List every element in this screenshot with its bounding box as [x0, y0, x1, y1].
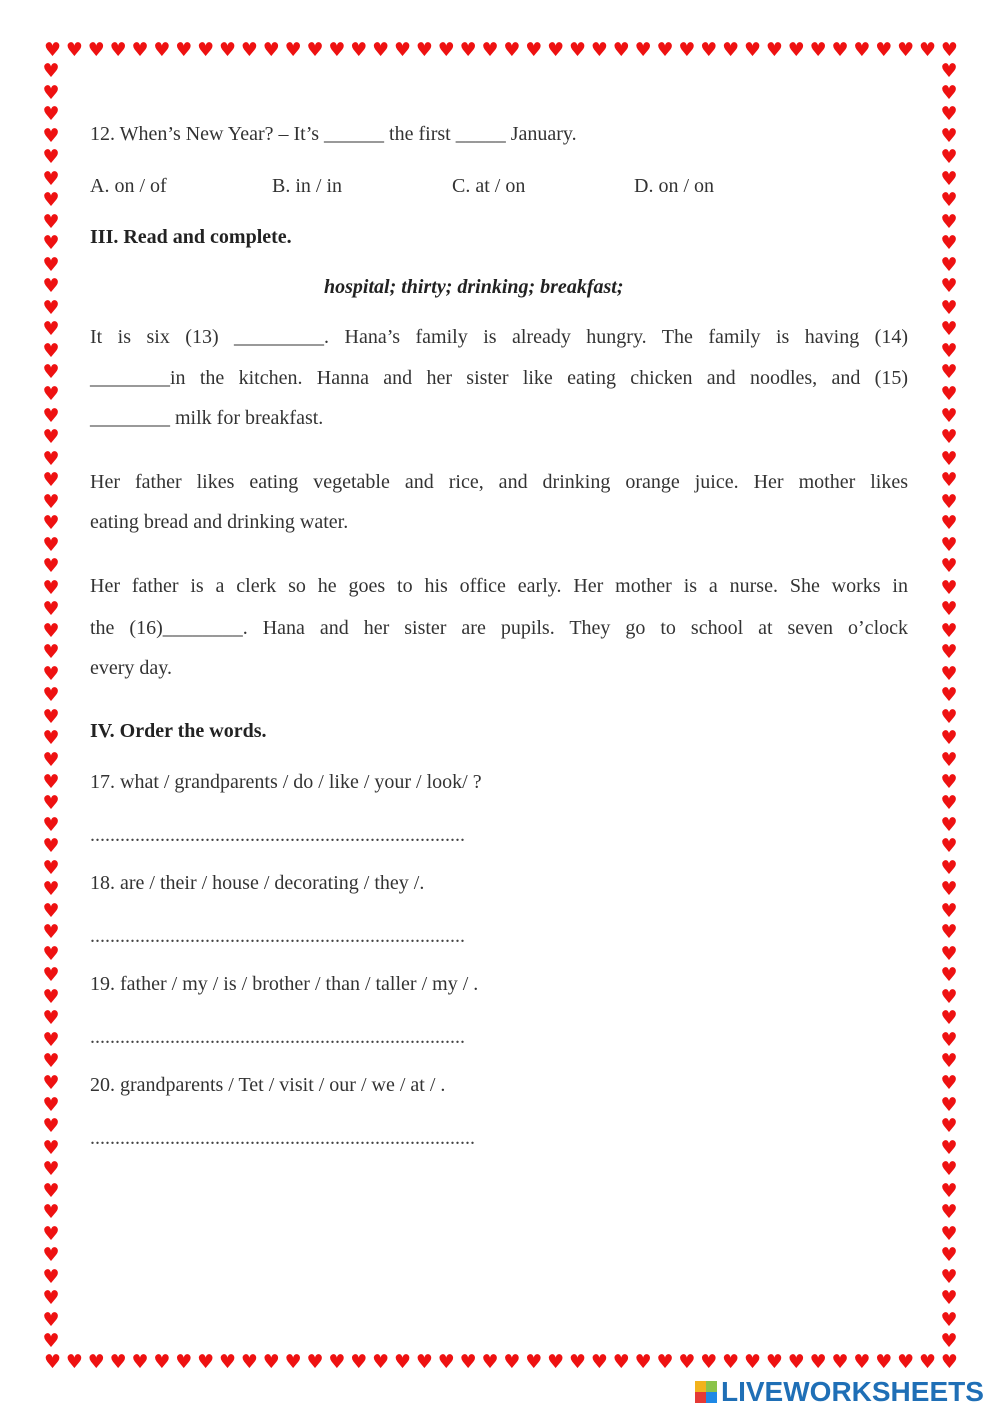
heart-icon: ♥: [940, 1308, 958, 1331]
heart-icon: ♥: [940, 749, 958, 771]
heart-icon: ♥: [42, 404, 60, 427]
liveworksheets-logo[interactable]: [695, 1377, 984, 1407]
heart-icon: ♥: [437, 38, 455, 61]
heart-icon: ♥: [153, 1350, 171, 1373]
heart-icon: ♥: [42, 684, 60, 707]
heart-icon: ♥: [940, 296, 958, 319]
heart-icon: ♥: [42, 555, 60, 578]
heart-icon: ♥: [42, 318, 60, 341]
answer-line-19[interactable]: ...........................................................................: [90, 1026, 465, 1048]
heart-icon: ♥: [940, 533, 958, 556]
heart-icon: ♥: [42, 985, 60, 1008]
heart-icon: ♥: [875, 1350, 893, 1373]
heart-icon: ♥: [503, 1350, 521, 1373]
heart-icon: ♥: [42, 641, 60, 664]
heart-icon: ♥: [940, 404, 958, 427]
heart-icon: ♥: [42, 598, 60, 621]
heart-icon: ♥: [42, 662, 60, 685]
heart-icon: ♥: [42, 103, 60, 126]
heart-icon: ♥: [940, 705, 958, 728]
option-c: C. at / on: [452, 175, 526, 197]
heart-icon: ♥: [919, 1350, 937, 1373]
heart-icon: ♥: [109, 38, 127, 61]
heart-icon: ♥: [42, 1201, 60, 1224]
heart-icon: ♥: [328, 38, 346, 61]
option-b: B. in / in: [272, 175, 343, 197]
heart-icon: ♥: [197, 1350, 215, 1373]
heart-icon: ♥: [42, 1093, 60, 1116]
heart-border-left: [41, 62, 61, 1352]
heart-icon: ♥: [42, 942, 60, 965]
heart-icon: ♥: [42, 1071, 60, 1094]
heart-icon: ♥: [44, 38, 62, 61]
heart-icon: ♥: [42, 964, 60, 987]
heart-icon: ♥: [940, 167, 958, 190]
heart-icon: ♥: [42, 1222, 60, 1245]
paragraph-3-line-2: the (16)________. Hana and her sister are pupils. They go to school at seven o’clock: [90, 617, 908, 639]
paragraph-3-line-3: every day.: [90, 657, 172, 679]
heart-icon: ♥: [175, 38, 193, 61]
heart-icon: ♥: [940, 189, 958, 212]
heart-icon: ♥: [940, 619, 958, 642]
heart-icon: ♥: [42, 1158, 60, 1181]
heart-icon: ♥: [42, 533, 60, 556]
heart-icon: ♥: [940, 512, 958, 535]
heart-icon: ♥: [42, 576, 60, 599]
heart-icon: ♥: [831, 1350, 849, 1373]
heart-icon: ♥: [481, 38, 499, 61]
heart-icon: ♥: [42, 856, 60, 879]
heart-icon: ♥: [940, 770, 958, 793]
heart-icon: ♥: [415, 1350, 433, 1373]
heart-icon: ♥: [42, 705, 60, 728]
heart-icon: ♥: [940, 469, 958, 492]
heart-icon: ♥: [940, 1330, 958, 1353]
heart-icon: ♥: [547, 1350, 565, 1373]
heart-icon: ♥: [940, 813, 958, 836]
heart-icon: ♥: [415, 38, 433, 61]
heart-icon: ♥: [42, 1244, 60, 1267]
heart-icon: ♥: [787, 38, 805, 61]
heart-icon: ♥: [240, 1350, 258, 1373]
heart-icon: ♥: [42, 339, 60, 362]
question-20: 20. grandparents / Tet / visit / our / we / at / .: [90, 1074, 446, 1096]
question-17: 17. what / grandparents / do / like / your / look/ ?: [90, 771, 482, 793]
heart-icon: ♥: [547, 38, 565, 61]
heart-icon: ♥: [459, 1350, 477, 1373]
heart-icon: ♥: [940, 727, 958, 750]
heart-icon: ♥: [940, 124, 958, 147]
liveworksheets-logo-icon: [695, 1381, 717, 1403]
heart-icon: ♥: [940, 598, 958, 621]
heart-icon: ♥: [240, 38, 258, 61]
heart-icon: ♥: [722, 1350, 740, 1373]
heart-icon: ♥: [744, 1350, 762, 1373]
heart-icon: ♥: [42, 361, 60, 384]
heart-icon: ♥: [940, 1287, 958, 1310]
heart-icon: ♥: [372, 1350, 390, 1373]
heart-icon: ♥: [219, 38, 237, 61]
question-19: 19. father / my / is / brother / than / taller / my / .: [90, 973, 479, 995]
heart-icon: ♥: [284, 38, 302, 61]
heart-icon: ♥: [42, 447, 60, 470]
heart-icon: ♥: [940, 232, 958, 255]
paragraph-1-line-2: ________in the kitchen. Hanna and her sister like eating chicken and noodles, and (15): [90, 367, 908, 389]
heart-icon: ♥: [42, 1115, 60, 1138]
heart-icon: ♥: [42, 1050, 60, 1073]
heart-icon: ♥: [940, 964, 958, 987]
heart-icon: ♥: [940, 856, 958, 879]
heart-icon: ♥: [42, 1179, 60, 1202]
heart-icon: ♥: [65, 1350, 83, 1373]
question-12: 12. When’s New Year? – It’s ______ the first _____ January.: [90, 123, 577, 145]
heart-icon: ♥: [42, 1007, 60, 1030]
word-bank: hospital; thirty; drinking; breakfast;: [324, 276, 624, 298]
heart-icon: ♥: [940, 1050, 958, 1073]
heart-icon: ♥: [42, 792, 60, 815]
heart-icon: ♥: [940, 942, 958, 965]
heart-icon: ♥: [940, 1007, 958, 1030]
heart-icon: ♥: [634, 38, 652, 61]
heart-border-top: [44, 40, 958, 60]
heart-icon: ♥: [940, 792, 958, 815]
heart-icon: ♥: [87, 1350, 105, 1373]
heart-icon: ♥: [42, 813, 60, 836]
heart-icon: ♥: [590, 1350, 608, 1373]
heart-icon: ♥: [940, 899, 958, 922]
answer-line-17[interactable]: ...........................................................................: [90, 824, 465, 846]
heart-icon: ♥: [897, 1350, 915, 1373]
heart-icon: ♥: [42, 146, 60, 169]
heart-icon: ♥: [940, 985, 958, 1008]
heart-icon: ♥: [809, 38, 827, 61]
heart-icon: ♥: [853, 1350, 871, 1373]
heart-icon: ♥: [42, 232, 60, 255]
heart-icon: ♥: [940, 684, 958, 707]
heart-icon: ♥: [612, 38, 630, 61]
option-d: D. on / on: [634, 175, 714, 197]
paragraph-2-line-1: Her father likes eating vegetable and rice, and drinking orange juice. Her mother likes: [90, 471, 908, 493]
heart-icon: ♥: [42, 1287, 60, 1310]
heart-icon: ♥: [940, 555, 958, 578]
heart-icon: ♥: [940, 1265, 958, 1288]
heart-icon: ♥: [722, 38, 740, 61]
heart-icon: ♥: [940, 1244, 958, 1267]
heart-icon: ♥: [612, 1350, 630, 1373]
heart-icon: ♥: [350, 1350, 368, 1373]
heart-border-bottom: [44, 1352, 958, 1372]
heart-icon: ♥: [42, 426, 60, 449]
paragraph-1-line-1: It is six (13) _________. Hana’s family is already hungry. The family is having (14): [90, 326, 908, 348]
heart-icon: ♥: [42, 899, 60, 922]
heart-icon: ♥: [940, 1136, 958, 1159]
heart-icon: ♥: [525, 1350, 543, 1373]
heart-icon: ♥: [940, 835, 958, 858]
heart-icon: ♥: [219, 1350, 237, 1373]
heart-icon: ♥: [940, 60, 958, 82]
heart-icon: ♥: [875, 38, 893, 61]
heart-icon: ♥: [700, 38, 718, 61]
heart-icon: ♥: [328, 1350, 346, 1373]
heart-icon: ♥: [940, 426, 958, 449]
heart-icon: ♥: [940, 576, 958, 599]
heart-icon: ♥: [350, 38, 368, 61]
heart-icon: ♥: [42, 81, 60, 104]
paragraph-1-line-3: ________ milk for breakfast.: [90, 407, 324, 429]
heart-icon: ♥: [940, 318, 958, 341]
heart-icon: ♥: [42, 1136, 60, 1159]
heart-icon: ♥: [897, 38, 915, 61]
paragraph-2-line-2: eating bread and drinking water.: [90, 511, 349, 533]
heart-icon: ♥: [42, 1330, 60, 1353]
heart-icon: ♥: [940, 1350, 958, 1373]
heart-icon: ♥: [42, 490, 60, 513]
heart-icon: ♥: [940, 38, 958, 61]
heart-icon: ♥: [940, 1201, 958, 1224]
heart-icon: ♥: [940, 1071, 958, 1094]
heart-icon: ♥: [940, 641, 958, 664]
heart-icon: ♥: [131, 38, 149, 61]
heart-icon: ♥: [394, 1350, 412, 1373]
heart-icon: ♥: [569, 1350, 587, 1373]
heart-icon: ♥: [42, 253, 60, 276]
heart-icon: ♥: [940, 878, 958, 901]
heart-icon: ♥: [940, 1222, 958, 1245]
heart-icon: ♥: [940, 490, 958, 513]
heart-icon: ♥: [656, 1350, 674, 1373]
heart-icon: ♥: [284, 1350, 302, 1373]
heart-icon: ♥: [940, 361, 958, 384]
heart-icon: ♥: [306, 38, 324, 61]
heart-icon: ♥: [262, 38, 280, 61]
heart-icon: ♥: [459, 38, 477, 61]
heart-icon: ♥: [42, 275, 60, 298]
heart-icon: ♥: [940, 662, 958, 685]
heart-icon: ♥: [590, 38, 608, 61]
heart-icon: ♥: [42, 382, 60, 405]
heart-icon: ♥: [809, 1350, 827, 1373]
heart-icon: ♥: [44, 1350, 62, 1373]
heart-icon: ♥: [372, 38, 390, 61]
heart-icon: ♥: [678, 38, 696, 61]
heart-icon: ♥: [525, 38, 543, 61]
heart-icon: ♥: [940, 1028, 958, 1051]
heart-icon: ♥: [42, 921, 60, 944]
heart-icon: ♥: [919, 38, 937, 61]
section-4-heading: IV. Order the words.: [90, 720, 267, 742]
heart-icon: ♥: [503, 38, 521, 61]
heart-icon: ♥: [940, 1093, 958, 1116]
heart-icon: ♥: [940, 275, 958, 298]
heart-icon: ♥: [940, 146, 958, 169]
heart-icon: ♥: [940, 1115, 958, 1138]
heart-icon: ♥: [42, 512, 60, 535]
heart-icon: ♥: [42, 296, 60, 319]
heart-icon: ♥: [306, 1350, 324, 1373]
answer-line-20[interactable]: .............................................................................: [90, 1127, 475, 1149]
heart-icon: ♥: [42, 749, 60, 771]
heart-icon: ♥: [787, 1350, 805, 1373]
heart-icon: ♥: [175, 1350, 193, 1373]
answer-line-18[interactable]: ...........................................................................: [90, 925, 465, 947]
heart-icon: ♥: [42, 770, 60, 793]
heart-icon: ♥: [634, 1350, 652, 1373]
heart-icon: ♥: [87, 38, 105, 61]
heart-icon: ♥: [131, 1350, 149, 1373]
heart-icon: ♥: [153, 38, 171, 61]
heart-icon: ♥: [42, 167, 60, 190]
section-3-heading: III. Read and complete.: [90, 226, 292, 248]
heart-icon: ♥: [42, 878, 60, 901]
heart-icon: ♥: [940, 81, 958, 104]
heart-icon: ♥: [656, 38, 674, 61]
heart-icon: ♥: [765, 38, 783, 61]
heart-icon: ♥: [940, 1179, 958, 1202]
heart-icon: ♥: [42, 189, 60, 212]
liveworksheets-brand-text: LIVEWORKSHEETS: [721, 1376, 984, 1407]
heart-icon: ♥: [437, 1350, 455, 1373]
paragraph-3-line-1: Her father is a clerk so he goes to his office early. Her mother is a nurse. She works in: [90, 575, 908, 597]
heart-icon: ♥: [940, 210, 958, 233]
heart-icon: ♥: [481, 1350, 499, 1373]
heart-icon: ♥: [197, 38, 215, 61]
heart-icon: ♥: [831, 38, 849, 61]
heart-icon: ♥: [42, 619, 60, 642]
heart-icon: ♥: [42, 210, 60, 233]
heart-icon: ♥: [744, 38, 762, 61]
heart-icon: ♥: [109, 1350, 127, 1373]
heart-icon: ♥: [42, 1265, 60, 1288]
option-a: A. on / of: [90, 175, 167, 197]
heart-icon: ♥: [42, 1308, 60, 1331]
heart-icon: ♥: [569, 38, 587, 61]
heart-icon: ♥: [700, 1350, 718, 1373]
heart-icon: ♥: [42, 469, 60, 492]
heart-icon: ♥: [940, 382, 958, 405]
heart-icon: ♥: [853, 38, 871, 61]
heart-icon: ♥: [940, 447, 958, 470]
question-18: 18. are / their / house / decorating / they /.: [90, 872, 425, 894]
heart-icon: ♥: [940, 253, 958, 276]
heart-icon: ♥: [940, 339, 958, 362]
heart-icon: ♥: [394, 38, 412, 61]
heart-icon: ♥: [940, 921, 958, 944]
heart-icon: ♥: [262, 1350, 280, 1373]
heart-icon: ♥: [42, 1028, 60, 1051]
heart-icon: ♥: [42, 835, 60, 858]
heart-icon: ♥: [42, 60, 60, 82]
heart-icon: ♥: [678, 1350, 696, 1373]
heart-icon: ♥: [42, 727, 60, 750]
heart-icon: ♥: [940, 1158, 958, 1181]
heart-icon: ♥: [940, 103, 958, 126]
heart-icon: ♥: [42, 124, 60, 147]
heart-border-right: [939, 62, 959, 1352]
heart-icon: ♥: [65, 38, 83, 61]
heart-icon: ♥: [765, 1350, 783, 1373]
